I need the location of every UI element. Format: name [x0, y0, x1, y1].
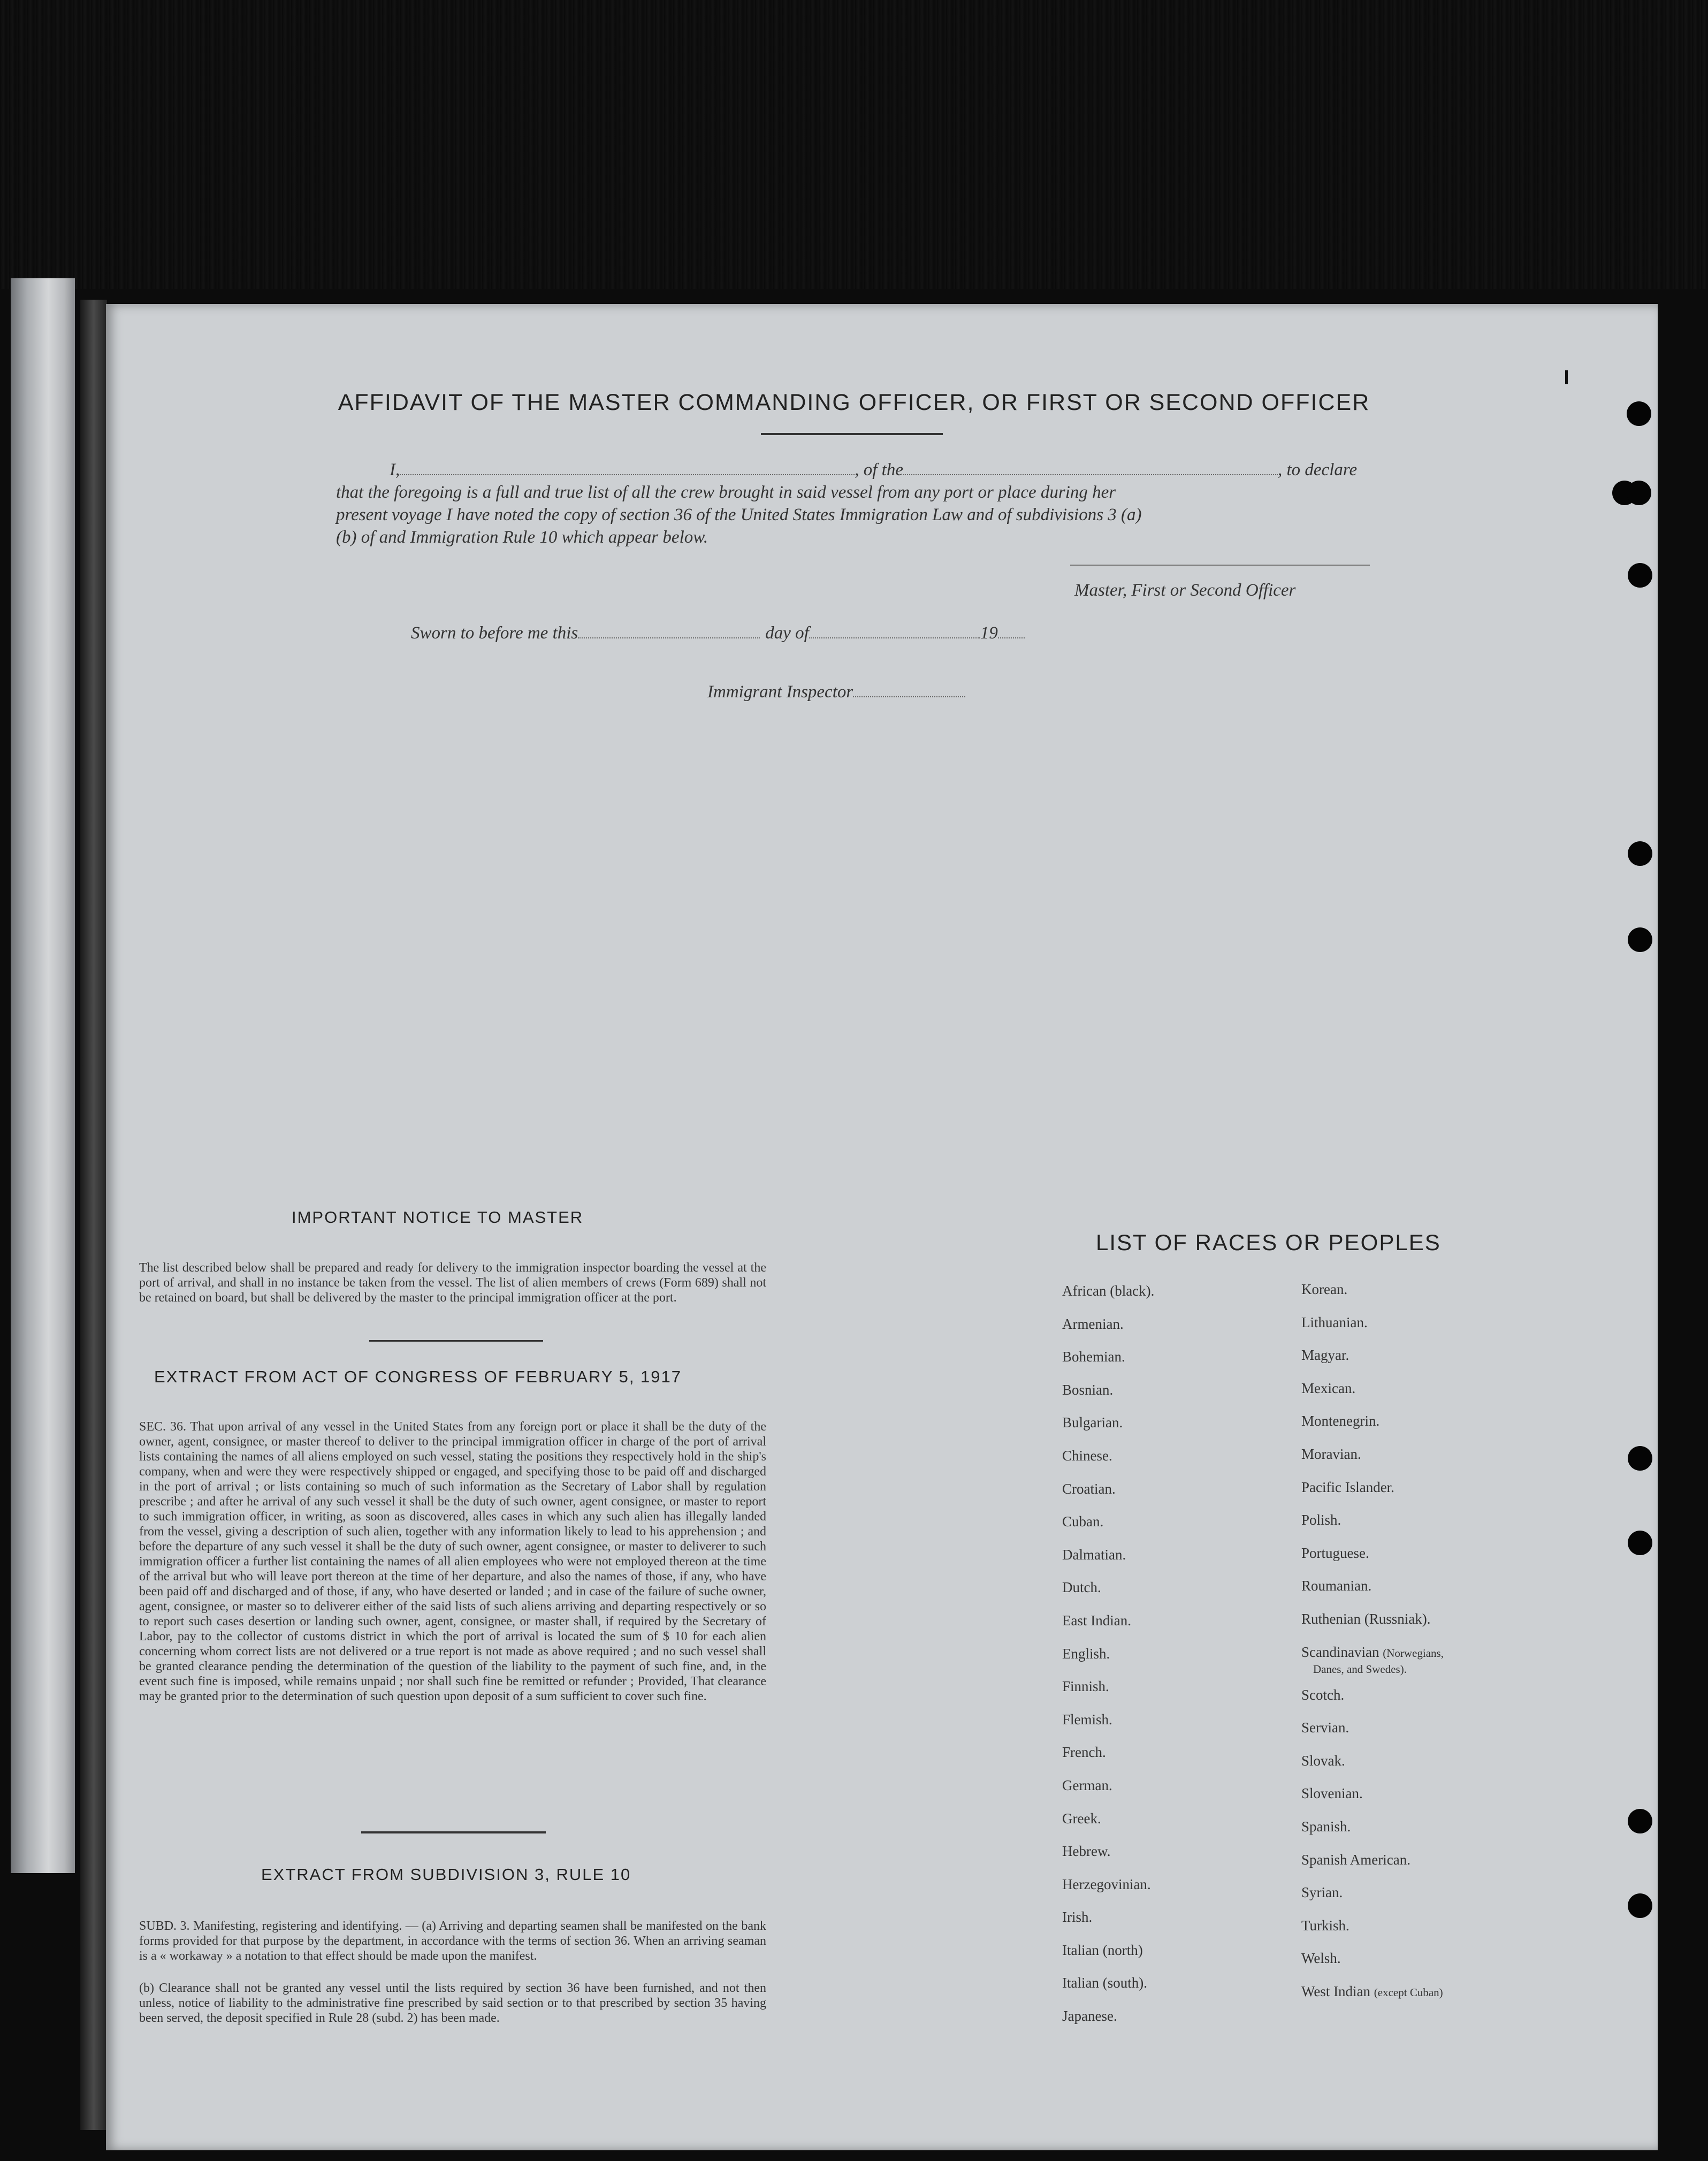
race-item: Cuban. [1062, 1513, 1104, 1530]
race-item: Finnish. [1062, 1678, 1109, 1695]
race-item: Dalmatian. [1062, 1546, 1126, 1563]
race-item: Hebrew. [1062, 1843, 1111, 1860]
punch-hole-icon [1628, 841, 1652, 866]
race-item: Mexican. [1301, 1380, 1356, 1396]
race-item: Turkish. [1301, 1917, 1349, 1934]
notice-text: The list described below shall be prepared and ready for delivery to the immigration inspector boarding the vessel at the port of arrival, and shall in no instance be taken from the vessel. The list of alien members of crews (Form 689) shall not be retained on board, but shall be delivered by the master to the principal immigration officer at the port. [139, 1261, 766, 1305]
film-edge-shadow [80, 300, 107, 2130]
inspector-label: Immigrant Inspector [707, 682, 853, 702]
notice-rule [369, 1340, 543, 1342]
race-item: Spanish American. [1301, 1851, 1410, 1868]
act-heading: EXTRACT FROM ACT OF CONGRESS OF FEBRUARY 5, 1917 [154, 1367, 682, 1386]
race-scandinavian-note-1: (Norwegians, [1383, 1646, 1444, 1660]
rule-text-a: SUBD. 3. Manifesting, registering and identifying. — (a) Arriving and departing seamen shall be manifested on the bank forms provided for that purpose by the department, in accordance with the terms of section 36. When an arriving seaman is a « workaway » a notation to that effect should be made upon the manifest. [139, 1919, 766, 1963]
inspector-blank [853, 696, 965, 697]
title-rule [761, 433, 943, 435]
signature-line [1070, 565, 1370, 566]
race-item: Irish. [1062, 1909, 1093, 1926]
sworn-label: Sworn to before me this [411, 623, 578, 643]
ink-mark [1565, 370, 1568, 384]
race-item: Spanish. [1301, 1818, 1351, 1835]
day-of-label: day of [765, 623, 809, 643]
race-item: Bosnian. [1062, 1381, 1114, 1398]
affidavit-line-3: present voyage I have noted the copy of section 36 of the United States Immigration Law and of subdivisions 3 (a) [336, 505, 1142, 524]
race-item: Slovak. [1301, 1752, 1345, 1769]
race-item: Herzegovinian. [1062, 1876, 1151, 1892]
year-label: 19 [980, 623, 998, 643]
race-item: Armenian. [1062, 1315, 1124, 1332]
race-item: Roumanian. [1301, 1578, 1372, 1594]
race-item: German. [1062, 1777, 1112, 1793]
race-item: East Indian. [1062, 1612, 1131, 1629]
inspector-line [707, 682, 965, 702]
races-heading: LIST OF RACES OR PEOPLES [1096, 1230, 1441, 1255]
name-blank [400, 474, 855, 475]
affidavit-declare-label: , to declare [1277, 460, 1358, 480]
signature-label: Master, First or Second Officer [1074, 581, 1296, 600]
race-item: African (black). [1062, 1283, 1155, 1299]
act-text: SEC. 36. That upon arrival of any vessel in the United States from any foreign port or place it shall be the duty of the owner, agent, consignee, or master thereof to deliver to the principal immigration officer in charge of the port of arrival lists containing the names of all aliens employed on such vessel, stating the positions they respectively hold in the ship's company, when and were they were respectively shipped or engaged, and specifying those to be paid off and discharged in the port of arrival ; or lists containing so much of such information as the Secretary of Labor shall by regulation prescribe ; and after he arrival of any such vessel it shall be the duty of such owner, agent consignee, or master to report to such immigration officer, in writing, as soon as discovered, alles cases in which any such alien has illegally landed from the vessel, giving a description of such alien, together with any information likely to lead to his apprehension ; and before the departure of any such vessel it shall be the duty of such owner, agent consignee, or master to deliverer to such immigration officer a further list containing the names of all alien employees who were not employed thereon at the time of the arrival but who will leave port thereon at the time of her departure, and also the names of those, if any, who have been paid off and discharged and of those, if any, who have deserted or landed ; and in case of the failure of suche owner, agent, consignee, or master so to deliverer either of the said lists of such aliens arriving and departing respectively or so to report such cases desertion or landing such owner, agent, consignee, or master shall, if required by the Secretary of Labor, pay to the collector of customs district in which the port of arrival is located the sum of $ 10 for each alien concerning whom correct lists are not delivered or a true report is not made as above required ; and no such vessel shall be granted clearance pending the determination of the question of the liability to the payment of such fine, and, in the event such fine is imposed, while remains unpaid ; nor shall such fine be remitted or refunder ; Provided, That clearance may be granted prior to the determination of such question upon deposit of a sum sufficient to cover such fine. [139, 1420, 766, 1703]
races-column-2 [1301, 1282, 1444, 2017]
race-item: Japanese. [1062, 2008, 1117, 2025]
race-item: Syrian. [1301, 1884, 1343, 1901]
races-column-1 [1062, 1283, 1154, 2042]
punch-hole-icon [1628, 1446, 1652, 1471]
day-blank [578, 637, 760, 638]
rule-heading: EXTRACT FROM SUBDIVISION 3, RULE 10 [261, 1865, 631, 1884]
affidavit-line-2: that the foregoing is a full and true list of all the crew brought in said vessel from any port or place during her [336, 483, 1116, 502]
notice-heading: IMPORTANT NOTICE TO MASTER [292, 1208, 584, 1227]
affidavit-i-label: I, [390, 460, 400, 480]
punch-hole-icon [1628, 563, 1652, 588]
race-item: French. [1062, 1744, 1106, 1761]
race-item-west-indian [1301, 1984, 1444, 2017]
race-item: Chinese. [1062, 1447, 1112, 1464]
race-item: Montenegrin. [1301, 1413, 1380, 1429]
affidavit-title: AFFIDAVIT OF THE MASTER COMMANDING OFFICER, OR FIRST OR SECOND OFFICER [338, 390, 1370, 415]
race-item: Moravian. [1301, 1445, 1361, 1462]
year-blank [998, 637, 1025, 638]
race-scandinavian: Scandinavian [1301, 1643, 1379, 1660]
race-item: Croatian. [1062, 1480, 1116, 1497]
film-border-top [0, 0, 1708, 289]
race-item: English. [1062, 1645, 1110, 1662]
race-item: Pacific Islander. [1301, 1479, 1394, 1495]
race-item: Lithuanian. [1301, 1314, 1368, 1330]
race-item: Italian (north) [1062, 1942, 1143, 1958]
race-item: Dutch. [1062, 1579, 1101, 1596]
vessel-blank [903, 474, 1278, 475]
race-item: Flemish. [1062, 1711, 1112, 1728]
affidavit-of-the-label: , of the [855, 460, 903, 480]
film-edge-left [11, 278, 75, 1873]
race-item: Scotch. [1301, 1686, 1345, 1703]
race-west-indian-note: (except Cuban) [1374, 1985, 1443, 1999]
affidavit-line-1 [390, 460, 1357, 480]
race-item: Ruthenian (Russniak). [1301, 1610, 1431, 1627]
affidavit-line-4: (b) of and Immigration Rule 10 which appear below. [336, 528, 708, 547]
race-west-indian: West Indian [1301, 1983, 1371, 1999]
race-item: Korean. [1301, 1281, 1348, 1297]
race-scandinavian-note-2: Danes, and Swedes). [1313, 1662, 1407, 1676]
punch-hole-icon [1628, 1531, 1652, 1555]
month-blank [809, 637, 980, 638]
sworn-line [411, 623, 1025, 643]
race-item: Slovenian. [1301, 1785, 1363, 1802]
race-item: Bulgarian. [1062, 1414, 1123, 1431]
race-item: Welsh. [1301, 1950, 1341, 1967]
race-item-scandinavian [1301, 1645, 1444, 1687]
act-rule [361, 1831, 546, 1833]
punch-hole-icon [1628, 1893, 1652, 1918]
race-item: Greek. [1062, 1810, 1101, 1827]
race-item: Magyar. [1301, 1347, 1349, 1364]
race-item: Portuguese. [1301, 1544, 1369, 1561]
punch-hole-icon [1628, 1809, 1652, 1833]
race-item: Bohemian. [1062, 1349, 1125, 1365]
race-item: Servian. [1301, 1719, 1349, 1736]
rule-text-b: (b) Clearance shall not be granted any vessel until the lists required by section 36 have been furnished, and not then unless, notice of liability to the administrative fine prescribed by said section or to that prescribed by section 35 having been served, the deposit specified in Rule 28 (subd. 2) has been made. [139, 1981, 766, 2025]
punch-hole-icon [1628, 927, 1652, 952]
punch-hole-icon [1627, 481, 1651, 505]
race-item: Italian (south). [1062, 1975, 1147, 1991]
race-item: Polish. [1301, 1512, 1341, 1528]
